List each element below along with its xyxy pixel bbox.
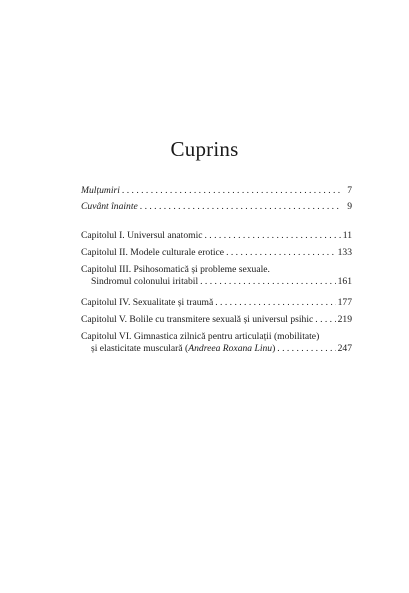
toc-entry-label: Mulțumiri (81, 185, 120, 196)
toc-entry-page: 219 (337, 314, 352, 325)
toc-entry-multumiri[interactable] (81, 185, 352, 197)
dot-leader (277, 343, 335, 355)
toc-entry-page: 161 (337, 276, 352, 287)
toc-entry-label: Capitolul V. Bolile cu transmitere sexuală și universul psihic (81, 314, 314, 325)
toc-entry-label-pre: și elasticitate musculară ( (91, 343, 189, 354)
toc-entry-chapter-1[interactable] (81, 230, 352, 242)
dot-leader (226, 247, 336, 259)
toc-entry-page: 7 (347, 185, 352, 196)
toc-entry-label: Capitolul IV. Sexualitate și traumă (81, 297, 214, 308)
toc-entry-page: 9 (347, 201, 352, 212)
dot-leader (205, 230, 341, 242)
dot-leader (122, 185, 341, 197)
toc-entry-label: Capitolul II. Modele culturale erotice (81, 247, 225, 258)
toc-entry-chapter-3[interactable] (81, 264, 352, 288)
toc-entry-label-post: ) (272, 343, 276, 354)
toc-entry-chapter-6[interactable] (81, 331, 352, 355)
toc-entry-page: 177 (337, 297, 352, 308)
dot-leader (215, 297, 335, 309)
toc-entry-page: 133 (337, 247, 352, 258)
dot-leader (200, 276, 335, 288)
toc-entry-label (91, 343, 275, 355)
toc-entry-label: Sindromul colonului iritabil (91, 276, 199, 287)
dot-leader (315, 314, 335, 326)
toc-entry-chapter-4[interactable] (81, 297, 352, 309)
toc-entry-page: 247 (337, 343, 352, 354)
toc-entry-label: Cuvânt înainte (81, 201, 138, 212)
toc-entry-author: Andreea Roxana Linu (188, 343, 273, 354)
dot-leader (140, 201, 341, 213)
toc-entry-title-line: Capitolul VI. Gimnastica zilnică pentru articulații (mobilitate) (81, 331, 320, 342)
toc-entry-chapter-5[interactable] (81, 314, 352, 326)
page-title: Cuprins (170, 137, 239, 161)
toc-entry-label: Capitolul I. Universul anatomic (81, 230, 203, 241)
toc-entry-page: 11 (342, 230, 352, 241)
toc-entry-title-line: Capitolul III. Psihosomatică și probleme sexuale. (81, 264, 270, 275)
toc-entry-cuvant-inainte[interactable] (81, 201, 352, 213)
toc-entry-chapter-2[interactable] (81, 247, 352, 259)
